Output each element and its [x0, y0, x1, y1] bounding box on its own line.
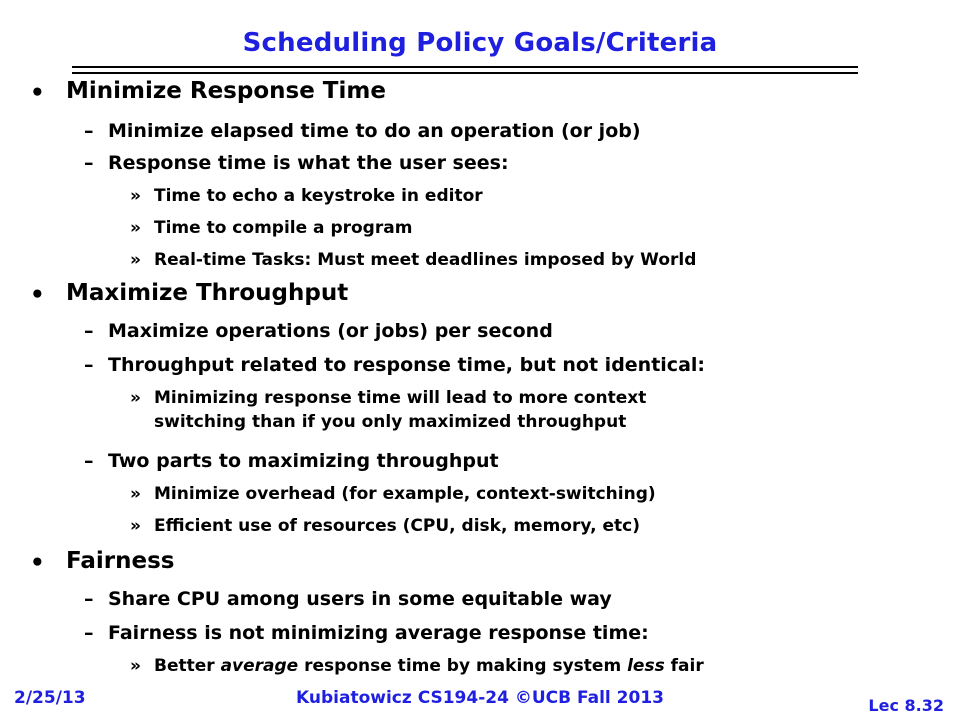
title-divider-top: [72, 66, 858, 68]
text-fragment: fair: [664, 656, 704, 676]
sub-marker: »: [130, 656, 141, 676]
dash-marker: –: [84, 152, 94, 174]
section-heading: Minimize Response Time: [66, 78, 386, 104]
dash-marker: –: [84, 120, 94, 142]
sub-marker: »: [130, 484, 141, 504]
sub-marker: »: [130, 218, 141, 238]
sub-list-item-line-2: switching than if you only maximized throughput: [154, 412, 627, 432]
list-item: Response time is what the user sees:: [108, 152, 509, 174]
list-item: Maximize operations (or jobs) per second: [108, 320, 553, 342]
sub-list-item: Time to compile a program: [154, 218, 413, 238]
sub-list-item: [154, 656, 704, 676]
sub-list-item: Efficient use of resources (CPU, disk, memory, etc): [154, 516, 641, 536]
sub-list-item: Time to echo a keystroke in editor: [154, 186, 483, 206]
sub-list-item: Real-time Tasks: Must meet deadlines imposed by World: [154, 250, 697, 270]
footer-lecture-number: Lec 8.32: [868, 696, 944, 715]
list-item: Fairness is not minimizing average response time:: [108, 622, 649, 644]
text-fragment: Better: [154, 656, 221, 676]
list-item: Share CPU among users in some equitable way: [108, 588, 612, 610]
footer-course: Kubiatowicz CS194-24 ©UCB Fall 2013: [296, 688, 664, 708]
sub-marker: »: [130, 250, 141, 270]
bullet-marker: •: [30, 282, 45, 308]
dash-marker: –: [84, 622, 94, 644]
list-item: Minimize elapsed time to do an operation (or job): [108, 120, 641, 142]
dash-marker: –: [84, 354, 94, 376]
dash-marker: –: [84, 450, 94, 472]
sub-marker: »: [130, 516, 141, 536]
bullet-marker: •: [30, 550, 45, 576]
list-item: Throughput related to response time, but not identical:: [108, 354, 705, 376]
bullet-marker: •: [30, 80, 45, 106]
section-heading: Maximize Throughput: [66, 280, 349, 306]
footer-date: 2/25/13: [14, 688, 86, 708]
sub-marker: »: [130, 186, 141, 206]
section-heading: Fairness: [66, 548, 175, 574]
sub-list-item: Minimize overhead (for example, context-switching): [154, 484, 656, 504]
title-divider-bottom: [72, 72, 858, 74]
text-fragment: response time by making system: [298, 656, 628, 676]
emphasis-less: less: [627, 656, 665, 676]
sub-marker: »: [130, 388, 141, 408]
emphasis-average: average: [220, 656, 299, 676]
list-item: Two parts to maximizing throughput: [108, 450, 499, 472]
dash-marker: –: [84, 588, 94, 610]
sub-list-item-line-1: Minimizing response time will lead to more context: [154, 388, 647, 408]
slide-title: Scheduling Policy Goals/Criteria: [242, 28, 718, 58]
dash-marker: –: [84, 320, 94, 342]
